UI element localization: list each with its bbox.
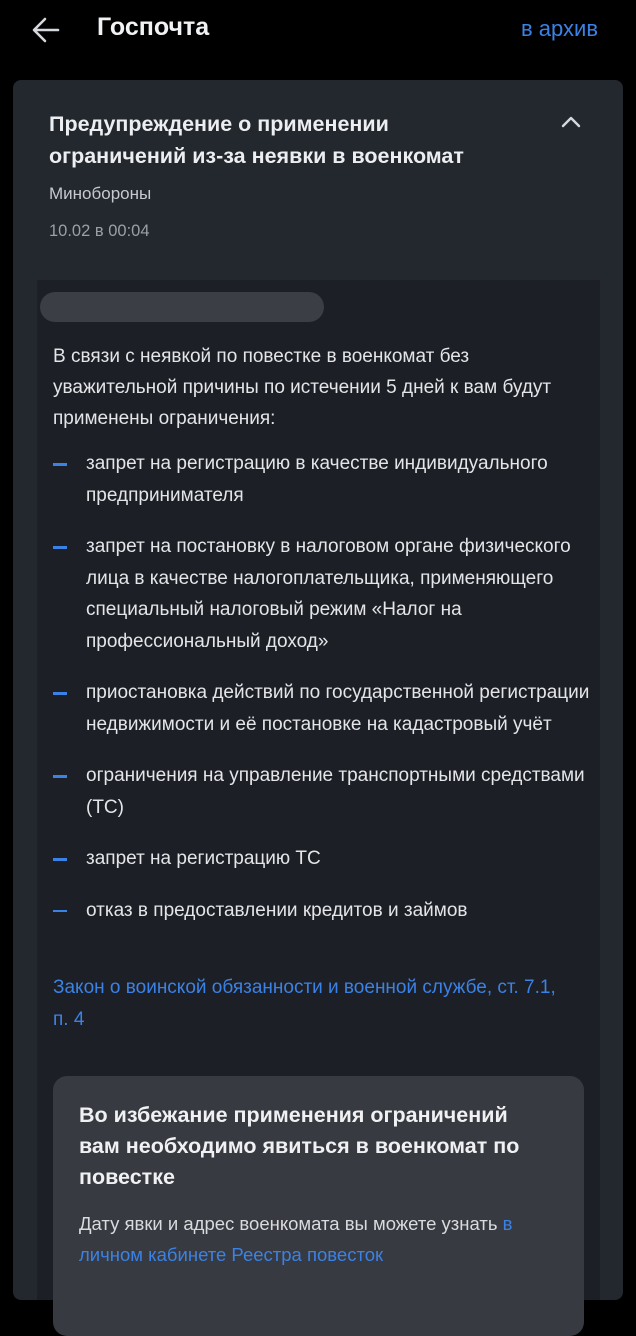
collapse-button[interactable]	[557, 110, 585, 134]
back-button[interactable]	[26, 10, 66, 50]
notice-text	[79, 1208, 569, 1270]
message-subject: Предупреждение о применении ограничений из-за неявки в военкомат	[49, 112, 464, 168]
notice-text-body: Дату явки и адрес военкомата вы можете узнать	[79, 1213, 498, 1234]
top-bar	[0, 0, 636, 60]
bullet-dash-icon	[53, 463, 67, 466]
message-date: 10.02 в 00:04	[49, 222, 150, 240]
list-item-text: запрет на постановку в налоговом органе физического лица в качестве налогоплательщика, применяющего специальный налоговый режим «Налог на профессиональный доход»	[86, 536, 571, 652]
registry-cabinet-link[interactable]: в личном кабинете Реестра повесток	[79, 1213, 513, 1265]
intro-text: В связи с неявкой по повестке в военкомат без уважительной причины по истечении 5 дней к вам будут применены ограничения:	[53, 346, 552, 429]
list-item	[53, 531, 593, 657]
list-item-text: ограничения на управление транспортными средствами (ТС)	[86, 765, 585, 818]
redacted-greeting	[40, 292, 324, 322]
bullet-dash-icon	[53, 546, 67, 549]
list-item	[53, 843, 593, 875]
message-body	[37, 280, 600, 1300]
list-item	[53, 448, 593, 511]
bullet-dash-icon	[53, 775, 67, 778]
archive-button[interactable]: в архив	[521, 16, 598, 41]
list-item	[53, 895, 593, 927]
list-item	[53, 677, 593, 740]
bullet-dash-icon	[53, 910, 67, 913]
list-item-text: запрет на регистрацию ТС	[86, 848, 321, 869]
chevron-up-icon	[557, 110, 585, 134]
app-title: Госпочта	[97, 13, 210, 41]
message-card	[13, 80, 623, 1300]
list-item-text: отказ в предоставлении кредитов и займов	[86, 899, 468, 921]
notice-title: Во избежание применения ограничений вам необходимо явиться в военкомат по повестке	[79, 1103, 520, 1189]
arrow-left-icon	[26, 10, 66, 50]
list-item-text: запрет на регистрацию в качестве индивидуального предпринимателя	[86, 453, 548, 506]
bullet-dash-icon	[53, 692, 67, 695]
message-sender: Минобороны	[49, 184, 152, 203]
notice-box	[53, 1076, 584, 1336]
bullet-dash-icon	[53, 858, 67, 861]
list-item	[53, 760, 593, 823]
law-link[interactable]: Закон о воинской обязанности и военной службе, ст. 7.1, п. 4	[53, 977, 556, 1030]
list-item-text: приостановка действий по государственной регистрации недвижимости и её постановке на кадастровый учёт	[86, 682, 590, 735]
restrictions-list	[53, 448, 593, 946]
